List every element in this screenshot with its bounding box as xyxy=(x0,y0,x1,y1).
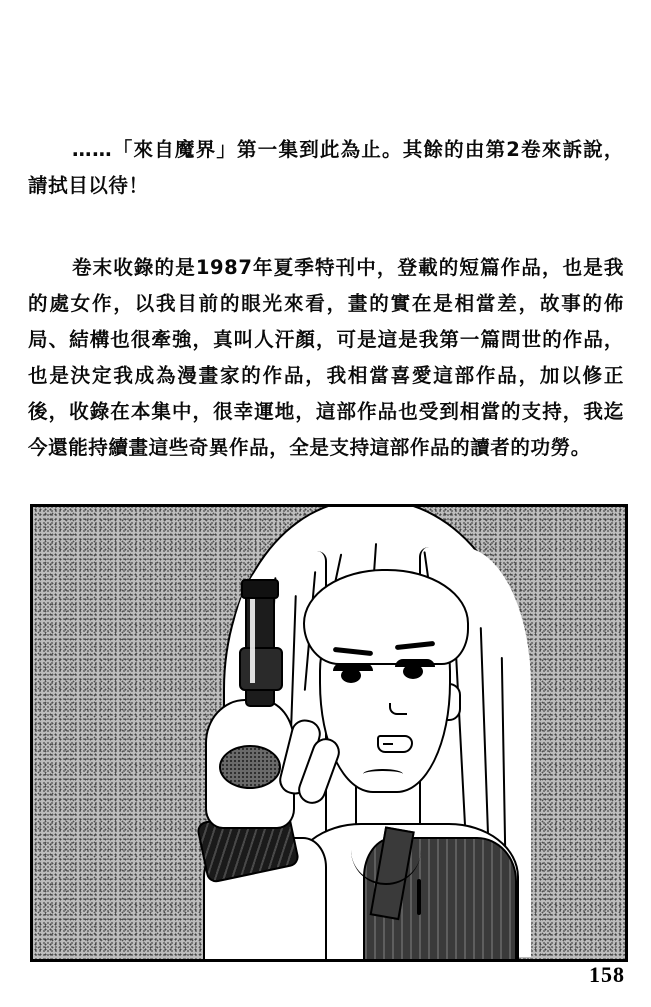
afterword-text-block xyxy=(28,132,624,466)
eye-left xyxy=(333,663,373,685)
pupil xyxy=(341,668,361,683)
panel-artwork xyxy=(33,507,625,959)
eye-right xyxy=(395,659,435,681)
paragraph-2: 卷末收錄的是1987年夏季特刊中，登載的短篇作品，也是我的處女作，以我目前的眼光來看，畫的實在是相當差，故事的佈局、結構也很牽強，真叫人汗顏，可是這是我第一篇問世的作品，也是決定我成為漫畫家的作品，我相當喜愛這部作品，加以修正後，收錄在本集中，很幸運地，這部作品也受到相當的支持，我迄今還能持續畫這些奇異作品，全是支持這部作品的讀者的功勞。 xyxy=(28,256,624,459)
tooth xyxy=(383,737,393,745)
revolver-sight xyxy=(241,579,279,599)
torso-shading-line xyxy=(417,879,421,915)
pupil xyxy=(403,664,423,679)
page-number: 158 xyxy=(589,962,625,987)
revolver-highlight xyxy=(250,599,255,683)
paragraph-1: ……「來自魔界」第一集到此為止。其餘的由第2卷來訴說，請拭目以待！ xyxy=(28,138,624,197)
figure-group xyxy=(33,507,625,959)
nose xyxy=(389,703,407,715)
hair-fringe xyxy=(303,569,469,665)
chin-shadow xyxy=(363,769,403,779)
hand-shading xyxy=(219,745,281,789)
revolver-cylinder xyxy=(239,647,283,691)
manga-illustration-panel xyxy=(30,504,628,962)
